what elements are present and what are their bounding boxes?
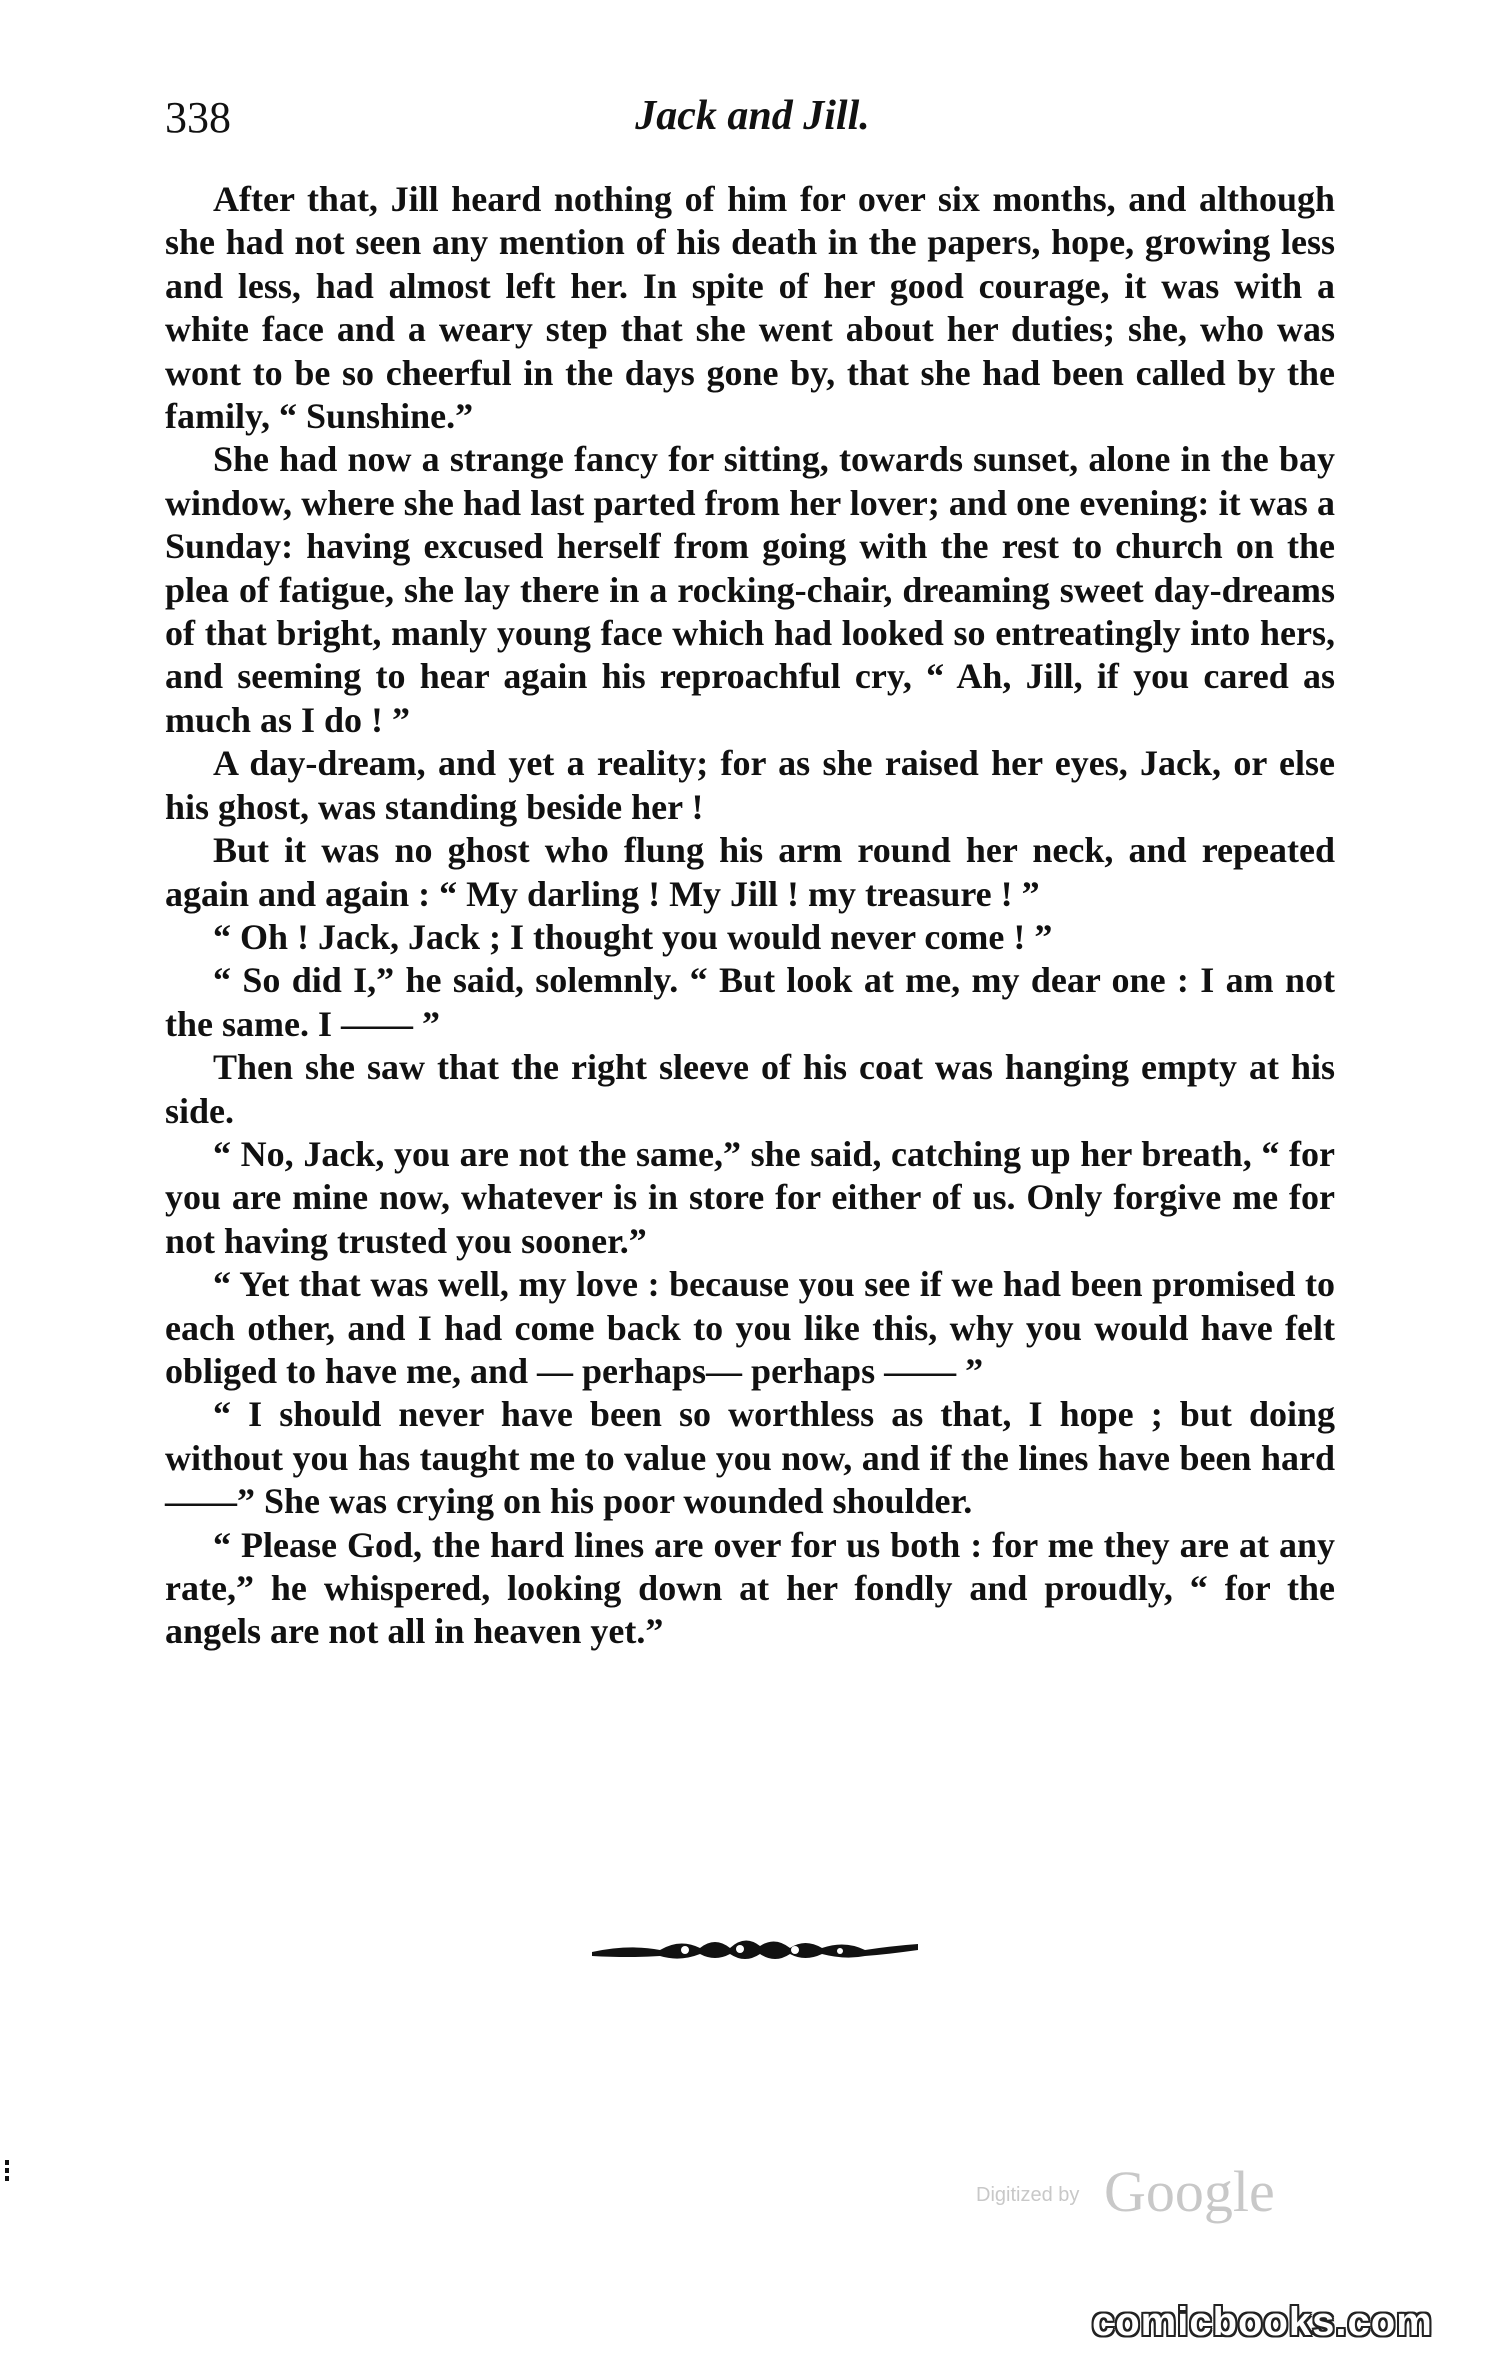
running-title: Jack and Jill. [635, 93, 870, 139]
page-number: 338 [165, 93, 231, 142]
running-head [165, 92, 1340, 152]
paragraph: She had now a strange fancy for sitting, towards sunset, alone in the bay window, where she had last parted from her lover; and one evening: it was a Sunday: having excused herself from going with the rest to church on the plea of fatigue, she lay there in a rocking-chair, dreaming sweet day-dreams of that bright, manly young face which had looked so entreatingly into hers, and seeming to hear again his reproachful cry, “ Ah, Jill, if you cared as much as I do ! ” [165, 439, 1335, 740]
digitized-by-label: Digitized by [976, 2184, 1080, 2206]
paragraph: But it was no ghost who flung his arm round her neck, and repeated again and again : “ My darling ! My Jill ! my treasure ! ” [165, 830, 1335, 914]
watermark: comicbooks.com [1092, 2300, 1433, 2344]
paragraph: “ Yet that was well, my love : because you see if we had been promised to each other, and I had come back to you like this, why you would have felt obliged to have me, and — perhaps— perhaps —— ” [165, 1264, 1335, 1391]
paragraph: “ Oh ! Jack, Jack ; I thought you would never come ! ” [213, 916, 1053, 957]
paragraph: “ Please God, the hard lines are over for us both : for me they are at any rate,” he whispered, looking down at her fondly and proudly, “ for the angels are not all in heaven yet.” [165, 1524, 1335, 1652]
scan-edge-mark [4, 2160, 10, 2182]
paragraph: A day-dream, and yet a reality; for as she raised her eyes, Jack, or else his ghost, was standing beside her ! [165, 743, 1335, 827]
digitized-by-google [976, 2150, 1296, 2224]
paragraph: After that, Jill heard nothing of him for over six months, and although she had not seen any mention of his death in the papers, hope, growing less and less, had almost left her. In spite of her good courage, it was with a white face and a weary step that she went about her duties; she, who was wont to be so cheerful in the days gone by, that she had been called by the family, “ Sunshine.” [165, 179, 1335, 437]
paragraph: “ No, Jack, you are not the same,” she said, catching up her breath, “ for you are mine now, whatever is in store for either of us. Only forgive me for not having trusted you sooner.” [165, 1133, 1335, 1261]
google-logo-text: Google [1104, 2159, 1275, 2224]
body-text [165, 178, 1335, 1654]
end-ornament-icon [590, 1930, 920, 1970]
paragraph: “ So did I,” he said, solemnly. “ But look at me, my dear one : I am not the same. I —— ” [165, 960, 1335, 1044]
paragraph: “ I should never have been so worthless as that, I hope ; but doing without you has taught me to value you now, and if the lines have been hard ——” She was crying on his poor wounded shoulder. [165, 1394, 1335, 1522]
paragraph: Then she saw that the right sleeve of his coat was hanging empty at his side. [165, 1047, 1335, 1131]
